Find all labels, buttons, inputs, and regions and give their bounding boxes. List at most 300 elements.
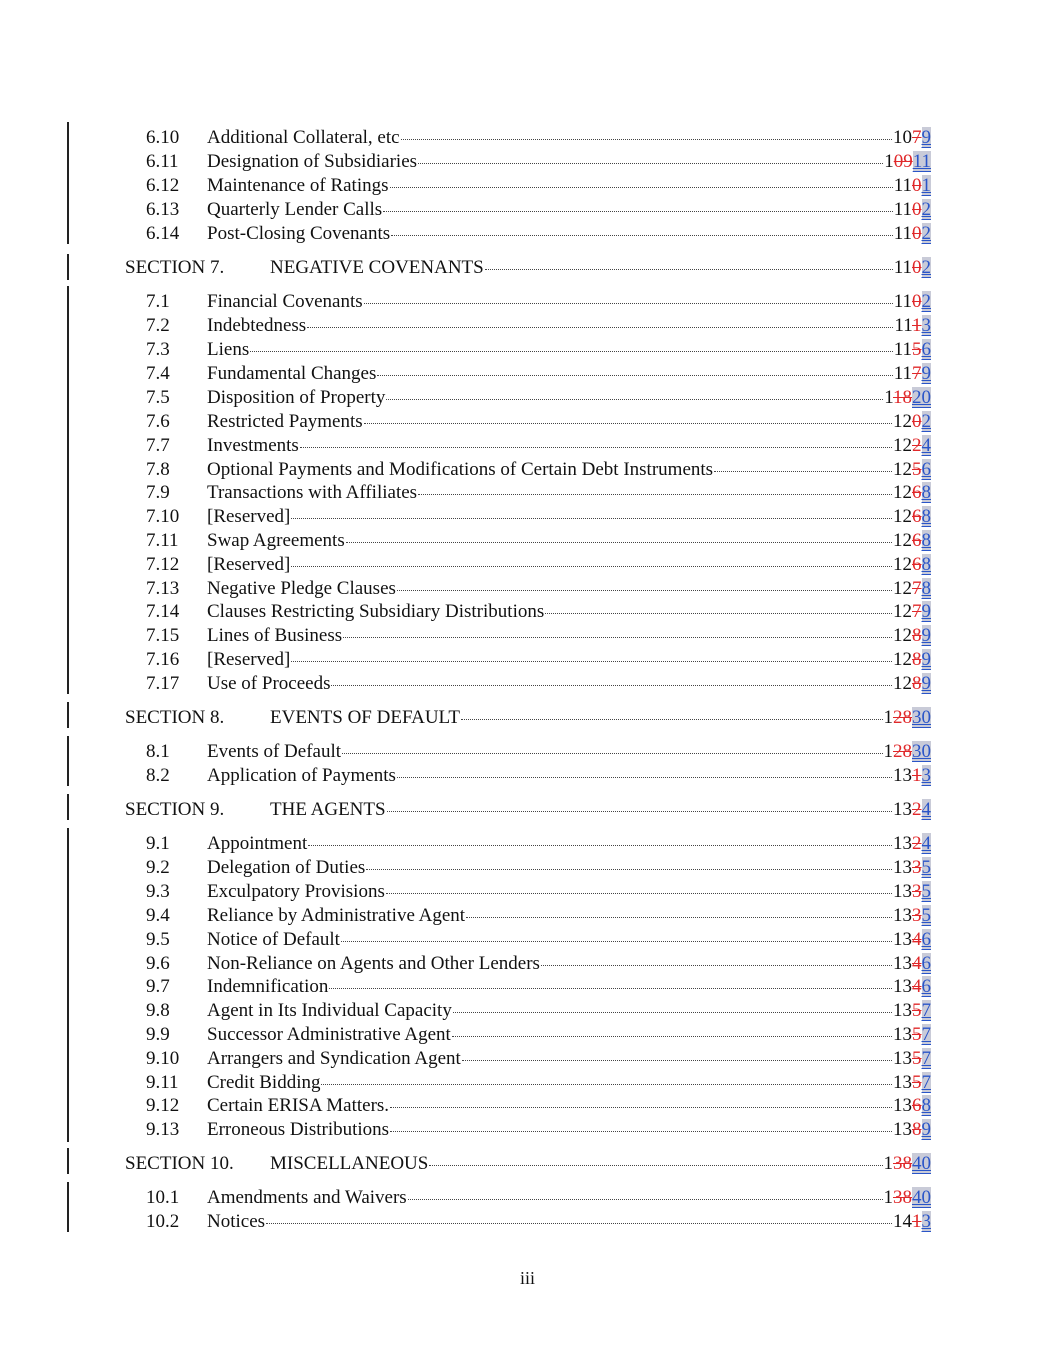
toc-entry-number: 6.12 (146, 175, 180, 196)
toc-entry-number: 9.9 (146, 1024, 170, 1045)
page-number-unchanged: 11 (893, 339, 912, 360)
toc-entry-number: 9.12 (146, 1095, 180, 1116)
toc-page-number (893, 856, 931, 880)
dot-leader (364, 303, 893, 304)
page-number-inserted: 7 (921, 1048, 931, 1069)
dot-leader (545, 613, 892, 614)
dot-leader (331, 685, 892, 686)
page-number-inserted: 6 (921, 459, 931, 480)
toc-section-heading[interactable] (0, 256, 1055, 280)
toc-entry[interactable] (0, 410, 1055, 434)
dot-leader (390, 1131, 892, 1132)
page-number-deleted: 2 (912, 799, 922, 820)
page-number-inserted: 9 (921, 127, 931, 148)
page-number: iii (519, 1268, 535, 1288)
dot-leader (250, 351, 892, 352)
toc-entry[interactable] (0, 362, 1055, 386)
toc-page-number (893, 505, 931, 529)
toc-page-number (893, 600, 931, 624)
page-number-deleted: 7 (912, 601, 922, 622)
toc-entry-title: Erroneous Distributions (207, 1119, 390, 1140)
toc-entry-number: 7.10 (146, 506, 180, 527)
toc-entry-number: 7.7 (146, 435, 170, 456)
page-number-deleted: 0 (912, 257, 922, 278)
toc-entry-number: 7.12 (146, 554, 180, 575)
toc-entry-number: 7.9 (146, 482, 170, 503)
toc-page-number (893, 672, 931, 696)
page-number-unchanged: 13 (893, 1095, 912, 1116)
toc-page-number (894, 314, 931, 338)
toc-entry-title: Notice of Default (207, 929, 340, 950)
toc-entry-title: Successor Administrative Agent (207, 1024, 451, 1045)
toc-entry-number: SECTION 9. (125, 799, 225, 820)
page-number-inserted: 30 (912, 741, 931, 762)
toc-entry[interactable] (0, 577, 1055, 601)
dot-leader (418, 494, 892, 495)
toc-entry-number: 9.4 (146, 905, 170, 926)
toc-entry[interactable] (0, 975, 1055, 999)
page-number-unchanged: 1 (883, 707, 893, 728)
toc-page-number (893, 798, 931, 822)
page-number-unchanged: 13 (893, 799, 912, 820)
toc-entry-number: 7.11 (146, 530, 179, 551)
page-number-inserted: 8 (921, 554, 931, 575)
toc-page-number (893, 410, 931, 434)
page-number-inserted: 3 (921, 315, 931, 336)
dot-leader (387, 811, 892, 812)
page-number-deleted: 6 (912, 1095, 922, 1116)
toc-entry-number: 6.11 (146, 151, 179, 172)
toc-entry[interactable] (0, 529, 1055, 553)
page-number-deleted: 6 (912, 530, 922, 551)
toc-page-number (894, 174, 931, 198)
page-number-inserted: 8 (921, 482, 931, 503)
toc-page-number (893, 1118, 931, 1142)
toc-entry-title: THE AGENTS (270, 799, 386, 820)
toc-page-number (893, 1047, 931, 1071)
page-number-unchanged: 1 (883, 1153, 893, 1174)
page-number-inserted: 9 (921, 1119, 931, 1140)
toc-page-number (884, 150, 931, 174)
page-number-deleted: 8 (912, 1119, 922, 1140)
page-number-deleted: 6 (912, 554, 922, 575)
toc-entry-title: [Reserved] (207, 554, 291, 575)
toc-entry-title: Financial Covenants (207, 291, 363, 312)
dot-leader (485, 269, 893, 270)
page-number-unchanged: 13 (893, 833, 912, 854)
toc-section-heading[interactable] (0, 706, 1055, 730)
page-number-inserted: 8 (921, 530, 931, 551)
toc-entry-title: Appointment (207, 833, 308, 854)
toc-entry-title: Arrangers and Syndication Agent (207, 1048, 461, 1069)
toc-entry[interactable] (0, 1094, 1055, 1118)
dot-leader (397, 590, 892, 591)
dot-leader (342, 753, 882, 754)
toc-page-number (884, 706, 932, 730)
toc-entry-number: 9.13 (146, 1119, 180, 1140)
page-number-inserted: 2 (921, 291, 931, 312)
page-number-inserted: 20 (912, 387, 931, 408)
dot-leader (461, 719, 882, 720)
page-number-inserted: 11 (912, 151, 931, 172)
page-number-unchanged: 13 (893, 881, 912, 902)
toc-entry-number: 9.6 (146, 953, 170, 974)
dot-leader (341, 941, 892, 942)
page-number-deleted: 4 (912, 929, 922, 950)
toc-entry-title: Non-Reliance on Agents and Other Lenders (207, 953, 540, 974)
toc-entry-title: MISCELLANEOUS (270, 1153, 429, 1174)
toc-entry-number: 9.1 (146, 833, 170, 854)
toc-entry-number: 6.14 (146, 223, 180, 244)
toc-entry[interactable] (0, 338, 1055, 362)
page-number-unchanged: 13 (893, 905, 912, 926)
toc-page-number (893, 1071, 931, 1095)
dot-leader (266, 1223, 892, 1224)
toc-entry-number: SECTION 8. (125, 707, 225, 728)
page-number-unchanged: 13 (893, 1119, 912, 1140)
toc-entry[interactable] (0, 174, 1055, 198)
toc-entry-number: 9.11 (146, 1072, 179, 1093)
toc-entry[interactable] (0, 856, 1055, 880)
toc-entry-title: Liens (207, 339, 250, 360)
page-number-unchanged: 12 (893, 625, 912, 646)
toc-page-number (893, 624, 931, 648)
toc-page-number (893, 481, 931, 505)
toc-section-heading[interactable] (0, 798, 1055, 822)
page-number-deleted: 38 (893, 1187, 912, 1208)
page-number-inserted: 1 (921, 175, 931, 196)
dot-leader (346, 542, 892, 543)
page-number-inserted: 5 (921, 905, 931, 926)
toc-entry-title: Fundamental Changes (207, 363, 377, 384)
toc-entry-title: Indebtedness (207, 315, 307, 336)
toc-entry-title: Use of Proceeds (207, 673, 331, 694)
page-number-inserted: 7 (921, 1024, 931, 1045)
toc-page-number (893, 832, 931, 856)
page-number-unchanged: 12 (893, 506, 912, 527)
dot-leader (390, 1107, 892, 1108)
toc-entry-title: Lines of Business (207, 625, 343, 646)
toc-page-number (884, 1186, 932, 1210)
page-number-deleted: 18 (893, 387, 912, 408)
page-number-inserted: 6 (921, 929, 931, 950)
page-number-deleted: 5 (912, 1000, 922, 1021)
toc-entry[interactable] (0, 150, 1055, 174)
page-number-deleted: 5 (912, 459, 922, 480)
toc-entry-number: 7.17 (146, 673, 180, 694)
toc-entry[interactable] (0, 648, 1055, 672)
page-number-deleted: 0 (912, 199, 922, 220)
toc-entry-title: Designation of Subsidiaries (207, 151, 418, 172)
toc-entry[interactable] (0, 458, 1055, 482)
toc-entry[interactable] (0, 1118, 1055, 1142)
toc-entry-title: Indemnification (207, 976, 329, 997)
toc-entry[interactable] (0, 764, 1055, 788)
dot-leader (291, 566, 892, 567)
toc-entry-title: Amendments and Waivers (207, 1187, 407, 1208)
toc-entry-title: Certain ERISA Matters. (207, 1095, 390, 1116)
page-number-deleted: 4 (912, 953, 922, 974)
toc-entry-title: Restricted Payments (207, 411, 363, 432)
dot-leader (391, 235, 893, 236)
page-number-deleted: 1 (912, 765, 922, 786)
toc-entry[interactable] (0, 314, 1055, 338)
page-number-unchanged: 13 (893, 1072, 912, 1093)
toc-page-number (893, 904, 931, 928)
toc-entry[interactable] (0, 880, 1055, 904)
toc-entry[interactable] (0, 505, 1055, 529)
page-number-inserted: 2 (921, 257, 931, 278)
toc-entry-number: 6.13 (146, 199, 180, 220)
toc-page-number (893, 999, 931, 1023)
toc-page-number (894, 362, 931, 386)
page-number-inserted: 8 (921, 506, 931, 527)
page-number-unchanged: 12 (893, 649, 912, 670)
toc-entry-number: 9.3 (146, 881, 170, 902)
dot-leader (714, 471, 892, 472)
page-number-unchanged: 12 (893, 435, 912, 456)
page-number-deleted: 0 (912, 411, 922, 432)
dot-leader (377, 375, 892, 376)
page-number-inserted: 9 (921, 649, 931, 670)
toc-entry[interactable] (0, 904, 1055, 928)
page-number-deleted: 5 (912, 1072, 922, 1093)
toc-page-number (893, 975, 931, 999)
page-number-deleted: 5 (912, 1048, 922, 1069)
toc-page-number (893, 1023, 931, 1047)
page-number-unchanged: 1 (883, 1187, 893, 1208)
toc-entry-title: EVENTS OF DEFAULT (270, 707, 461, 728)
toc-entry-title: Clauses Restricting Subsidiary Distributions (207, 601, 545, 622)
dot-leader (429, 1165, 882, 1166)
toc-entry[interactable] (0, 600, 1055, 624)
toc-entry[interactable] (0, 434, 1055, 458)
page-number-deleted: 28 (893, 741, 912, 762)
toc-page-number (884, 386, 931, 410)
toc-entry[interactable] (0, 126, 1055, 150)
toc-entry-number: 8.2 (146, 765, 170, 786)
page-number-inserted: 4 (921, 833, 931, 854)
page-number-inserted: 6 (921, 953, 931, 974)
toc-entry-number: 10.2 (146, 1211, 180, 1232)
page-number-unchanged: 12 (893, 601, 912, 622)
page-number-deleted: 4 (912, 976, 922, 997)
toc-entry-title: Events of Default (207, 741, 342, 762)
dot-leader (452, 1036, 892, 1037)
page-number-deleted: 7 (912, 127, 922, 148)
dot-leader (364, 423, 892, 424)
toc-entry[interactable] (0, 952, 1055, 976)
toc-entry-title: NEGATIVE COVENANTS (270, 257, 484, 278)
dot-leader (466, 917, 892, 918)
toc-section-heading[interactable] (0, 1152, 1055, 1176)
page-number-unchanged: 13 (893, 1000, 912, 1021)
toc-entry[interactable] (0, 1210, 1055, 1234)
toc-entry-number: 10.1 (146, 1187, 180, 1208)
toc-entry-number: 7.16 (146, 649, 180, 670)
dot-leader (343, 637, 892, 638)
dot-leader (386, 399, 883, 400)
page-number-unchanged: 13 (893, 929, 912, 950)
page-number-deleted: 3 (912, 905, 922, 926)
toc-entry[interactable] (0, 386, 1055, 410)
page-number-unchanged: 12 (893, 530, 912, 551)
page-number-inserted: 40 (912, 1187, 931, 1208)
page-number-unchanged: 12 (893, 482, 912, 503)
page-number-deleted: 2 (912, 435, 922, 456)
dot-leader (300, 447, 892, 448)
dot-leader (308, 845, 892, 846)
page-number-inserted: 6 (921, 976, 931, 997)
page-number-unchanged: 11 (893, 223, 912, 244)
toc-page-number (893, 1210, 931, 1234)
page-number-unchanged: 12 (893, 673, 912, 694)
page-number-inserted: 6 (921, 339, 931, 360)
toc-entry-number: 7.8 (146, 459, 170, 480)
toc-entry[interactable] (0, 290, 1055, 314)
page-number-inserted: 2 (921, 223, 931, 244)
toc-entry-number: SECTION 10. (125, 1153, 234, 1174)
toc-entry[interactable] (0, 672, 1055, 696)
toc-entry-number: SECTION 7. (125, 257, 225, 278)
page-number-unchanged: 11 (893, 363, 912, 384)
page-number-deleted: 2 (912, 833, 922, 854)
page-number-deleted: 7 (912, 363, 922, 384)
page-number-inserted: 8 (921, 1095, 931, 1116)
page-number-unchanged: 13 (893, 1024, 912, 1045)
page-number-deleted: 3 (912, 881, 922, 902)
dot-leader (401, 139, 892, 140)
dot-leader (390, 187, 893, 188)
page-number-inserted: 9 (921, 601, 931, 622)
dot-leader (418, 163, 883, 164)
page-number-deleted: 28 (893, 707, 912, 728)
toc-page-number (893, 577, 931, 601)
page-number-inserted: 9 (921, 625, 931, 646)
toc-entry-number: 7.1 (146, 291, 170, 312)
toc-entry[interactable] (0, 928, 1055, 952)
page-number-unchanged: 12 (893, 411, 912, 432)
dot-leader (453, 1012, 892, 1013)
page-number-inserted: 40 (912, 1153, 931, 1174)
page-number-inserted: 3 (921, 765, 931, 786)
toc-entry[interactable] (0, 1071, 1055, 1095)
page-number-deleted: 09 (893, 151, 913, 172)
page-number-unchanged: 1 (884, 151, 894, 172)
toc-entry[interactable] (0, 740, 1055, 764)
toc-entry-title: Optional Payments and Modifications of Certain Debt Instruments (207, 459, 714, 480)
toc-page-number (884, 740, 932, 764)
toc-page-number (894, 338, 931, 362)
toc-entry-title: Transactions with Affiliates (207, 482, 418, 503)
dot-leader (366, 869, 892, 870)
toc-entry[interactable] (0, 1186, 1055, 1210)
dot-leader (307, 327, 893, 328)
page-number-unchanged: 11 (893, 257, 912, 278)
page-number-unchanged: 11 (893, 175, 912, 196)
toc-page-number (893, 648, 931, 672)
page-number-unchanged: 13 (893, 765, 912, 786)
dot-leader (383, 211, 893, 212)
page-number-unchanged: 11 (894, 315, 912, 336)
toc-entry-title: Quarterly Lender Calls (207, 199, 383, 220)
toc-entry-number: 9.8 (146, 1000, 170, 1021)
toc-entry-title: Exculpatory Provisions (207, 881, 385, 902)
toc-entry[interactable] (0, 481, 1055, 505)
page-number-unchanged: 1 (883, 741, 893, 762)
page-number-deleted: 5 (912, 1024, 922, 1045)
dot-leader (541, 965, 892, 966)
dot-leader (397, 777, 892, 778)
page-number-deleted: 7 (912, 578, 922, 599)
toc-page-number (893, 553, 931, 577)
page-number-inserted: 4 (921, 799, 931, 820)
page-number-deleted: 1 (912, 315, 922, 336)
page-number-deleted: 3 (912, 857, 922, 878)
toc-entry-number: 9.7 (146, 976, 170, 997)
page-number-deleted: 5 (912, 339, 922, 360)
page-number-inserted: 8 (921, 578, 931, 599)
toc-entry-title: Application of Payments (207, 765, 396, 786)
toc-entry-title: Post-Closing Covenants (207, 223, 391, 244)
page-number-unchanged: 13 (893, 953, 912, 974)
toc-entry-title: Reliance by Administrative Agent (207, 905, 466, 926)
toc-entry-number: 7.3 (146, 339, 170, 360)
page-number-unchanged: 12 (893, 554, 912, 575)
toc-entry-title: Additional Collateral, etc (207, 127, 400, 148)
page-number-inserted: 5 (921, 881, 931, 902)
page-number-inserted: 30 (912, 707, 931, 728)
toc-entry-title: Maintenance of Ratings (207, 175, 389, 196)
toc-entry-number: 8.1 (146, 741, 170, 762)
toc-entry-title: Credit Bidding (207, 1072, 321, 1093)
page-number-deleted: 8 (912, 649, 922, 670)
toc-entry-title: Investments (207, 435, 299, 456)
toc-entry-title: [Reserved] (207, 506, 291, 527)
toc-page-number (894, 222, 931, 246)
toc-entry[interactable] (0, 553, 1055, 577)
toc-entry[interactable] (0, 832, 1055, 856)
page-number-unchanged: 12 (893, 578, 912, 599)
toc-entry[interactable] (0, 1023, 1055, 1047)
page-number-inserted: 9 (921, 363, 931, 384)
page-number-deleted: 8 (912, 625, 922, 646)
page-number-inserted: 7 (921, 1072, 931, 1093)
page-number-deleted: 0 (912, 223, 922, 244)
toc-entry[interactable] (0, 222, 1055, 246)
toc-entry[interactable] (0, 624, 1055, 648)
toc-page-number (893, 1094, 931, 1118)
page-number-inserted: 7 (921, 1000, 931, 1021)
toc-page-number (893, 126, 931, 150)
page-number-deleted: 6 (912, 506, 922, 527)
toc-page-number (893, 952, 931, 976)
toc-page-number (894, 256, 931, 280)
toc-entry-title: Agent in Its Individual Capacity (207, 1000, 452, 1021)
page-number-inserted: 4 (921, 435, 931, 456)
page-number-inserted: 2 (921, 199, 931, 220)
toc-entry[interactable] (0, 198, 1055, 222)
toc-page-number (894, 290, 931, 314)
page-number-deleted: 1 (912, 1211, 922, 1232)
toc-entry[interactable] (0, 999, 1055, 1023)
toc-entry-number: 9.5 (146, 929, 170, 950)
page-number-unchanged: 13 (893, 976, 912, 997)
toc-entry[interactable] (0, 1047, 1055, 1071)
toc-page-number (893, 880, 931, 904)
page-number-inserted: 5 (921, 857, 931, 878)
toc-entry-title: Negative Pledge Clauses (207, 578, 396, 599)
